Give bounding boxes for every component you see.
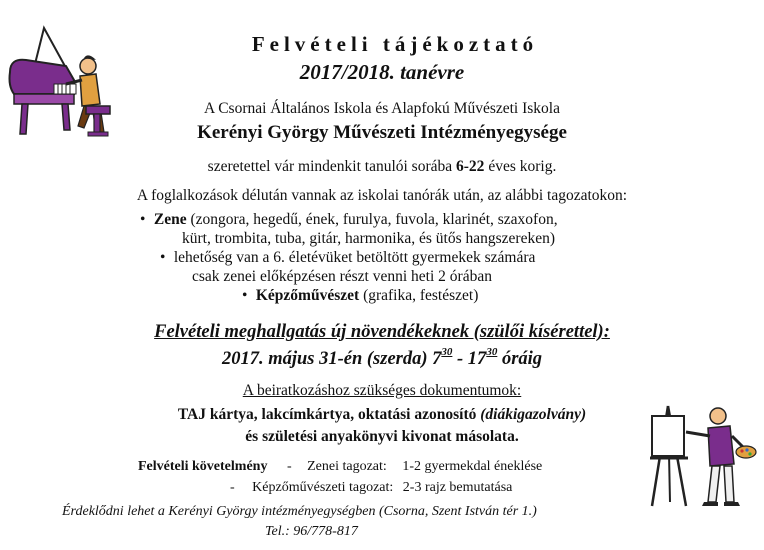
contact-info: Érdeklődni lehet a Kerényi György intézményegységben (Csorna, Szent István tér 1.) xyxy=(62,504,537,519)
invite-text: szeretettel vár mindenkit tanulói sorába 6-22 éves korig. xyxy=(207,158,557,175)
list-item-preschool-cont: csak zenei előképzésen részt venni heti 2 órában xyxy=(192,268,492,285)
school-name: A Csornai Általános Iskola és Alapfokú Művészeti Iskola xyxy=(203,100,560,117)
departments-intro: A foglalkozások délután vannak az iskolai tanórák után, az alábbi tagozatokon: xyxy=(136,187,628,204)
page-title: Felvételi tájékoztató xyxy=(251,32,539,56)
bullet-dot: • xyxy=(242,287,248,304)
school-unit-name: Kerényi György Művészeti Intézményegysége xyxy=(197,122,567,143)
school-year: 2017/2018. tanévre xyxy=(299,60,465,84)
documents-line-1: TAJ kártya, lakcímkártya, oktatási azonosító (diákigazolvány) xyxy=(177,406,587,423)
audition-title: Felvételi meghallgatás új növendékeknek (szülői kísérettel): xyxy=(154,322,610,342)
contact-phone: Tel.: 96/778-817 xyxy=(265,524,358,539)
requirement-music: Felvételi követelmény - Zenei tagozat: 1-2 gyermekdal éneklése xyxy=(138,459,543,474)
list-item-preschool: • lehetőség van a 6. életévüket betöltött gyermekek számára xyxy=(160,249,536,266)
documents-heading: A beiratkozáshoz szükséges dokumentumok: xyxy=(242,382,522,399)
age-range: 6-22 xyxy=(456,158,485,175)
requirement-art: - Képzőművészeti tagozat: 2-3 rajz bemutatása xyxy=(230,480,513,495)
bullet-dot: • xyxy=(140,211,146,228)
documents-line-2: és születési anyakönyvi kivonat másolata. xyxy=(245,428,519,445)
list-item-music-cont: kürt, trombita, tuba, gitár, harmonika, és ütős hangszereken) xyxy=(182,230,555,247)
bullet-dot: • xyxy=(160,249,166,266)
departments-list xyxy=(140,210,558,305)
audition-date: 2017. május 31-én (szerda) $7^{30} - 17^{30}$ óráig xyxy=(221,346,543,369)
list-item-art: • Képzőművészet (grafika, festészet) xyxy=(242,287,479,304)
list-item-music: • Zene (zongora, hegedű, ének, furulya, fuvola, klarinét, szaxofon, xyxy=(140,211,558,228)
